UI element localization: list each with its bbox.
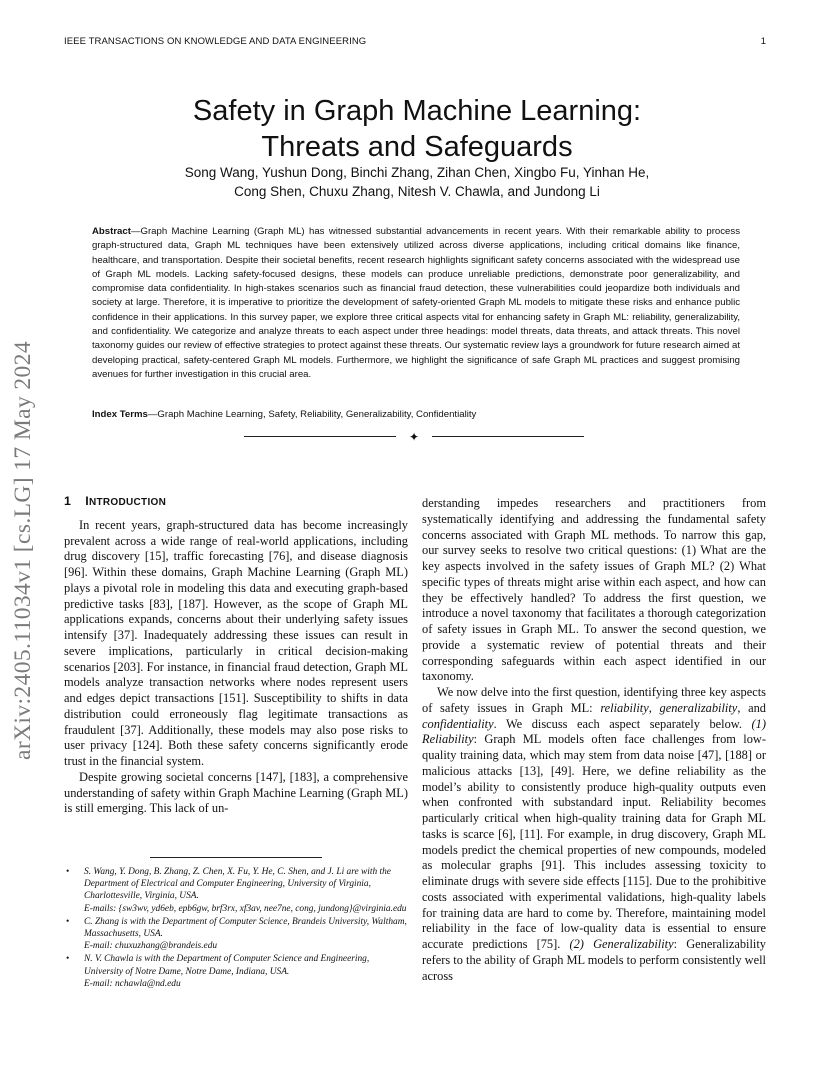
author-line-1: Song Wang, Yushun Dong, Binchi Zhang, Zihan Chen, Xingbo Fu, Yinhan He, [184,165,650,180]
index-terms [92,408,740,422]
bullet-icon: • [66,954,70,965]
paper-title-line-1: Safety in Graph Machine Learning: [192,95,642,128]
footnote-rule [150,857,322,858]
abstract [92,225,740,382]
section-title-initial: I [85,494,89,508]
footnote-item [64,866,410,915]
footnote-item [64,916,410,953]
footnote-email: E-mail: nchawla@nd.edu [84,978,181,989]
paragraph-text: We now delve into the first question, identifying three key aspects of safety issues in Graph ML: [422,685,766,715]
index-terms-label: Index Terms [92,409,148,420]
paragraph-text: . We discuss each aspect separately below. [493,716,752,731]
footnote-text: C. Zhang is with the Department of Computer Science, Brandeis University, Waltham, Massachusetts, USA. [84,916,407,940]
term-confidentiality: confidentiality [422,716,494,731]
right-column [422,496,766,984]
footnote-item [64,953,410,990]
affiliation-footnotes [64,866,410,991]
left-column [64,494,408,817]
term-reliability: reliability [600,700,649,715]
separator-rule-left [244,436,396,437]
paper-title [100,93,734,165]
paragraph-text: : Graph ML models often face challenges from low-quality training data, which may stem from data noise [47], [188] or malicious attacks [13], [49]. Here, we define reliability as the model’s ability to consistently produce high-quality outputs even when confronted with substandard input. Reliability becomes particularly critical when high-quality training data for Graph ML tasks is scarce [6], [11]. For example, in drug discovery, Graph ML models predict the chemical properties of new compounds, modeled as molecular graphs [91]. This includes assessing toxicity to eliminate drugs with severe side effects [115]. Due to the prohibitive costs associated with experimental validations, high-quality labels for training data are hard to come by. Therefore, maintaining model reliability in the face of low-quality data is essential to ensure accurate predictions [75]. [422,732,766,951]
intro-paragraph-2: Despite growing societal concerns [147], [183], a comprehensive understanding of safety within Graph Machine Learning (Graph ML) is still emerging. This lack of un- [64,769,408,816]
page-number: 1 [760,36,766,47]
section-title-rest: NTRODUCTION [88,497,167,508]
arxiv-identifier-stamp: arXiv:2405.11034v1 [cs.LG] 17 May 2024 [10,341,36,760]
intro-paragraph-4 [422,685,766,984]
abstract-text: —Graph Machine Learning (Graph ML) has witnessed substantial advancements in recent years. With their remarkable ability to process graph-structured data, Graph ML techniques have been extensively utilized across diverse applications, including critical domains like finance, healthcare, and transportation. Despite their societal benefits, recent research highlights significant safety concerns associated with the widespread use of Graph ML models. Lacking safety-focused designs, these models can produce unreliable predictions, demonstrate poor generalizability, and compromise data confidentiality. In high-stakes scenarios such as financial fraud detection, these vulnerabilities could jeopardize both individuals and society at large. Therefore, it is imperative to prioritize the development of safety-oriented Graph ML models to mitigate these risks and enhance public confidence in their applications. In this survey paper, we explore three critical aspects vital for enhancing safety in Graph ML: reliability, generalizability, and confidentiality. We categorize and analyze threats to each aspect under three headings: model threats, data threats, and attack threats. This novel taxonomy guides our review of effective strategies to protect against these threats. Our systematic review lays a groundwork for future research aimed at developing practical, safety-centered Graph ML models. Furthermore, we highlight the significance of safe Graph ML practices and suggest promising avenues for further investigation in this crucial area. [92,226,740,380]
paragraph-text: , [648,700,660,715]
bullet-icon: • [66,867,70,877]
paragraph-text: : Generalizability refers to the ability of Graph ML models to perform consistently well across [422,937,767,983]
author-line-2: Cong Shen, Chuxu Zhang, Nitesh V. Chawla, and Jundong Li [234,184,600,199]
footnote-text: N. V. Chawla is with the Department of Computer Science and Engineering, University of Notre Dame, Notre Dame, Indiana, USA. [84,954,370,977]
section-heading [64,494,408,511]
footnote-text: S. Wang, Y. Dong, B. Zhang, Z. Chen, X. Fu, Y. He, C. Shen, and J. Li are with the Department of Electrical and Computer Engineering, University of Virginia, Charlottesville, Virginia, USA. [84,867,391,902]
paragraph-text: , and [737,700,766,715]
term-generalizability: generalizability [659,700,738,715]
intro-paragraph-3: derstanding impedes researchers and practitioners from systematically identifying and addressing the fundamental safety concerns associated with Graph ML methods. To narrow this gap, our survey seeks to resolve two critical questions: (1) What are the key aspects involved in the safety issues of Graph ML? (2) What specific types of threats might arise within each aspect, and how can they be effectively handled? To address the first question, we introduce a novel taxonomy that facilitates a thorough categorization of safety issues in Graph ML. To answer the second question, we provide a systematic review of potential threats and their corresponding safeguards within each aspect identified in our taxonomy. [422,496,766,684]
paper-title-line-2: Threats and Safeguards [261,131,573,164]
section-number: 1 [64,494,72,508]
separator-diamond-icon: ✦ [408,430,420,444]
bullet-icon: • [66,916,70,927]
label-reliability: (1) Reliability [422,716,766,747]
footnote-email: E-mail: chuxuzhang@brandeis.edu [84,941,218,952]
running-header: IEEE TRANSACTIONS ON KNOWLEDGE AND DATA ENGINEERING [64,36,367,47]
abstract-label: Abstract [92,226,131,237]
intro-paragraph-1: In recent years, graph-structured data has become increasingly prevalent across a wide range of real-world applications, including drug discovery [15], traffic forecasting [76], and disease diagnosis [96]. Within these domains, Graph Machine Learning (Graph ML) plays a pivotal role in modeling this data and executing graph-based predictive tasks [83], [187]. However, as the scope of Graph ML applications expands, concerns about their underlying safety issues intensify [37]. Inadequately addressing these issues can result in severe implications, particularly in critical decision-making scenarios [203]. For instance, in financial fraud detection, Graph ML models analyze transaction networks where nodes represent users and edges depict transactions [151]. Susceptibility to shifts in data distribution could erroneously flag legitimate transactions as fraudulent [37]. Additionally, these models may also pose risks to user privacy [124]. Both these safety concerns significantly erode trust in the financial system. [64,517,408,768]
index-terms-text: —Graph Machine Learning, Safety, Reliability, Generalizability, Confidentiality [147,409,477,420]
section-separator [244,430,584,444]
author-list [100,163,734,201]
footnote-email: E-mails: {sw3wv, yd6eb, epb6gw, brf3rx, xf3av, nee7ne, cong, jundong}@virginia.edu [84,903,407,914]
separator-rule-right [432,436,584,437]
label-generalizability: (2) Generalizability [569,937,674,951]
